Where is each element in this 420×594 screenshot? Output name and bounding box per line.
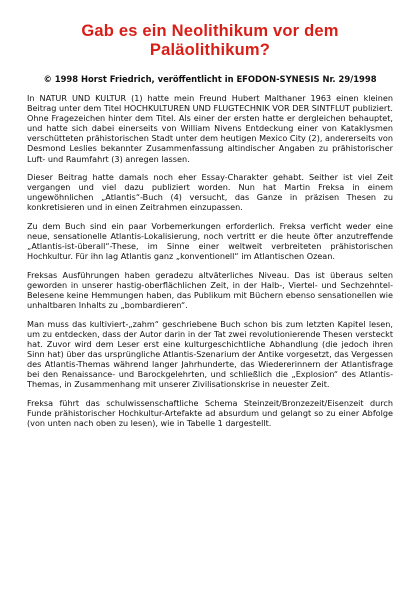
body-paragraph: In NATUR UND KULTUR (1) hatte mein Freund Hubert Malthaner 1963 einen kleinen Beitrag unter dem Titel HOCHKULTUREN UND FLUGTECHNIK VOR DER SINTFLUT publiziert. Ohne Fragezeichen hinter dem Titel. Als einer der ersten hatte er dergleichen behauptet, und hatte sich dabei einerseits von William Nivens Entdeckung einer von Kataklysmen verschütteten prähistorischen Stadt unter dem heutigen Mexico City (2), andererseits von Desmond Leslies bekannter Zusammenfassung altindischer Angaben zu prähistorischer Luft- und Raumfahrt (3) anregen lassen. <box>27 93 393 164</box>
body-paragraph: Man muss das kultiviert-„zahm“ geschriebene Buch schon bis zum letzten Kapitel lesen, um zu entdecken, dass der Autor darin in der Tat zwei revolutionierende Thesen versteckt hat. Zuvor wird dem Leser erst eine kulturgeschichtliche Abhandlung (die jedoch ihren Sinn hat) über das ursprüngliche Atlantis-Szenarium der Antike vorgesetzt, das Vergessen des Atlantis-Themas während langer Jahrhunderte, das Wiedererinnern der Atlantisfrage bei den Renaissance- und Barockgelehrten, und schließlich die „Explosion“ des Atlantis-Themas, in Zusammenhang mit unserer Zivilisationskrise in neuester Zeit. <box>27 318 393 390</box>
body-paragraph: Freksas Ausführungen haben geradezu altväterliches Niveau. Das ist überaus selten geworden in unserer hastig-oberflächlichen Zeit, in der Halb-, Viertel- und Sechzehntel-Belesene keine Hemmungen haben, das Publikum mit Büchern ebenso sensationellen wie unhaltbaren Inhalts zu „bombardieren“. <box>27 269 393 311</box>
body-paragraph: Freksa führt das schulwissenschaftliche Schema Steinzeit/Bronzezeit/Eisenzeit durch Funde prähistorischer Hochkultur-Artefakte ad absurdum und gelangt so zu einer Abfolge (von unten nach oben zu lesen), wie in Tabelle 1 dargestellt. <box>27 397 393 429</box>
document-title: Gab es ein Neolithikum vor dem Paläolithikum? <box>81 22 339 59</box>
body-paragraph: Zu dem Buch sind ein paar Vorbemerkungen erforderlich. Freksa verficht weder eine neue, sensationelle Atlantis-Lokalisierung, noch vertritt er die heute öfter anzutreffende „Atlantis-ist-überall“-These, im Sinne einer weltweit verbreiteten prähistorischen Hochkultur. Für ihn lag Atlantis ganz „konventionell“ im Atlantischen Ozean. <box>27 221 393 262</box>
copyright-byline: © 1998 Horst Friedrich, veröffentlicht in EFODON-SYNESIS Nr. 29/1998 <box>43 74 377 84</box>
body-paragraph: Dieser Beitrag hatte damals noch eher Essay-Charakter gehabt. Seither ist viel Zeit vergangen und viel dazu publiziert worden. Nun hat Martin Freksa in einem ungewöhnlichen „Atlantis“-Buch (4) versucht, das Ganze in präzisen Thesen zu konkretisieren und in einen Zeitrahmen einzupassen. <box>27 172 393 213</box>
